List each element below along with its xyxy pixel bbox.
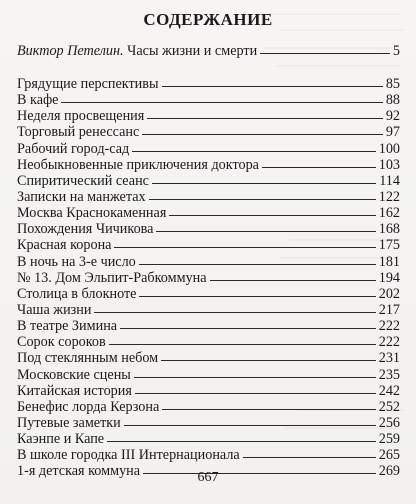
toc-page-number: 256 xyxy=(378,414,400,431)
toc-page-number: 181 xyxy=(378,253,400,270)
toc-entry xyxy=(17,286,400,302)
toc-page-number: 265 xyxy=(378,447,400,464)
toc-entry xyxy=(17,76,400,92)
toc-page-number: 217 xyxy=(378,301,400,318)
toc-page-number: 97 xyxy=(385,124,400,141)
toc-entry-title: Под стеклянным небом xyxy=(17,350,159,367)
toc-entry-title: Торговый ренессанс xyxy=(17,124,140,141)
toc-page-number: 103 xyxy=(378,156,400,173)
toc-entry xyxy=(17,254,400,270)
toc-entry xyxy=(17,415,400,431)
toc-leader-line xyxy=(210,280,376,281)
toc-entry xyxy=(17,270,400,286)
toc-page-number: 222 xyxy=(378,318,400,335)
toc-page-number: 194 xyxy=(378,269,400,286)
toc-page-number: 269 xyxy=(378,463,400,480)
toc-leader-line xyxy=(142,134,383,135)
toc-entry xyxy=(17,205,400,221)
toc-leader-line xyxy=(139,296,375,297)
toc-entry-title-text: Часы жизни и смерти xyxy=(127,43,258,59)
toc-page-number: 242 xyxy=(378,382,400,399)
toc-leader-line xyxy=(124,425,376,426)
toc-entry-title: Путевые заметки xyxy=(17,414,121,431)
toc-entry-title: Грядущие перспективы xyxy=(17,76,159,92)
toc-leader-line xyxy=(109,344,376,345)
toc-leader-line xyxy=(162,86,383,87)
toc-leader-line xyxy=(162,409,375,410)
toc-leader-line xyxy=(161,360,376,361)
toc-leader-line xyxy=(132,151,375,152)
toc-entry xyxy=(17,124,400,140)
toc-page-number: 122 xyxy=(378,188,400,205)
toc-entry-title: Московские сцены xyxy=(17,366,131,383)
toc-page-number: 100 xyxy=(378,140,400,157)
toc-leader-line xyxy=(156,231,375,232)
toc-entry xyxy=(17,173,400,189)
toc-entry-author: Виктор Петелин. xyxy=(17,43,124,59)
toc-entry xyxy=(17,334,400,350)
toc-page-number: 202 xyxy=(378,285,400,302)
toc-page-number: 92 xyxy=(385,108,400,125)
toc-page-number: 162 xyxy=(378,205,400,222)
table-of-contents xyxy=(17,42,400,480)
toc-page-number: 5 xyxy=(392,43,400,59)
toc-entry xyxy=(17,367,400,383)
toc-page-number: 231 xyxy=(378,350,400,367)
toc-entry-title: Спиритический сеанс xyxy=(17,172,149,189)
toc-leader-line xyxy=(120,328,376,329)
toc-entry xyxy=(17,431,400,447)
toc-entry-title: Бенефис лорда Керзона xyxy=(17,398,160,415)
toc-leader-line xyxy=(139,264,376,265)
toc-entry xyxy=(17,318,400,334)
toc-page-number: 252 xyxy=(378,398,400,415)
toc-entry-title: Похождения Чичикова xyxy=(17,221,154,238)
toc-entry-title: Рабочий город-сад xyxy=(17,140,130,157)
toc-entry-intro xyxy=(17,42,400,60)
toc-entry-title: В школе городка III Интернационала xyxy=(17,447,240,464)
toc-leader-line xyxy=(61,102,382,103)
toc-entry xyxy=(17,237,400,253)
toc-entry-title: Необыкновенные приключения доктора xyxy=(17,156,259,173)
toc-entry xyxy=(17,221,400,237)
toc-leader-line xyxy=(107,441,376,442)
toc-entry-title: В кафе xyxy=(17,92,59,109)
toc-entry-title: Чаша жизни xyxy=(17,301,92,318)
toc-page-number: 88 xyxy=(385,92,400,109)
toc-entry-title: В театре Зимина xyxy=(17,318,118,335)
toc-leader-line xyxy=(94,312,375,313)
toc-entry-title: Сорок сороков xyxy=(17,334,106,351)
toc-page-number: 114 xyxy=(379,172,400,189)
page-title: СОДЕРЖАНИЕ xyxy=(143,10,273,29)
toc-page-number: 222 xyxy=(378,334,400,351)
toc-entry-title: Красная корона xyxy=(17,237,112,254)
toc-entry-title: 1-я детская коммуна xyxy=(17,463,141,480)
toc-entry-title: Записки на манжетах xyxy=(17,188,146,205)
toc-page-number: 259 xyxy=(378,431,400,448)
toc-entry xyxy=(17,350,400,366)
toc-entry xyxy=(17,399,400,415)
toc-leader-line xyxy=(243,457,376,458)
toc-page-number: 85 xyxy=(385,76,400,92)
toc-leader-line xyxy=(114,247,375,248)
toc-entry-title: Неделя просвещения xyxy=(17,108,145,125)
toc-entry xyxy=(17,141,400,157)
toc-leader-line xyxy=(169,215,375,216)
toc-leader-line xyxy=(152,183,376,184)
toc-entry-title: Москва Краснокаменная xyxy=(17,205,167,222)
toc-entry-title: Китайская история xyxy=(17,382,132,399)
toc-leader-line xyxy=(134,377,376,378)
toc-leader-line xyxy=(262,167,376,168)
toc-leader-line xyxy=(149,199,376,200)
toc-entry xyxy=(17,447,400,463)
toc-entry xyxy=(17,108,400,124)
toc-entry-title: В ночь на 3-е число xyxy=(17,253,136,270)
toc-entry-title: Каэнпе и Капе xyxy=(17,431,105,448)
toc-entry xyxy=(17,189,400,205)
toc-entry-title: № 13. Дом Эльпит-Рабкоммуна xyxy=(17,269,207,286)
toc-leader-line xyxy=(260,53,390,54)
toc-page-number: 175 xyxy=(378,237,400,254)
toc-entry-title xyxy=(17,42,258,60)
toc-entry xyxy=(17,383,400,399)
page-number-footer: 667 xyxy=(197,470,219,485)
toc-page-number: 168 xyxy=(378,221,400,238)
toc-leader-line xyxy=(147,118,383,119)
toc-leader-line xyxy=(135,393,376,394)
toc-entry-title: Столица в блокноте xyxy=(17,285,137,302)
toc-entry xyxy=(17,92,400,108)
toc-entry xyxy=(17,157,400,173)
toc-entry xyxy=(17,302,400,318)
toc-page-number: 235 xyxy=(378,366,400,383)
